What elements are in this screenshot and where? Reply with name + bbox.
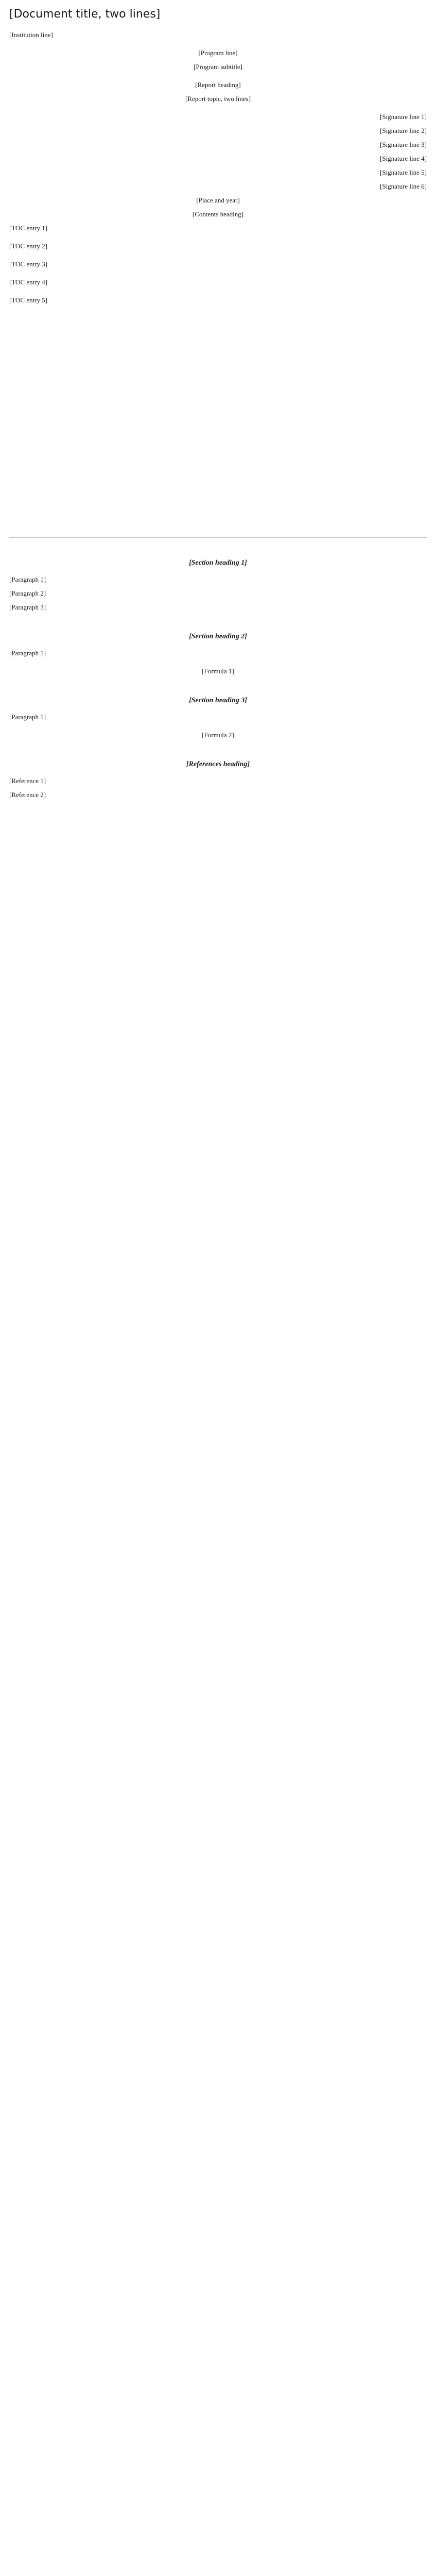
signature-line: [Signature line 2] (380, 127, 427, 134)
body-paragraph: [Paragraph 1] (9, 575, 46, 583)
place-year: [Place and year] (196, 196, 240, 204)
program-subtitle: [Program subtitle] (194, 63, 242, 71)
toc-entry[interactable]: [TOC entry 2] (9, 242, 48, 250)
formula: [Formula 2] (202, 731, 234, 739)
report-kind: [Report heading] (195, 81, 241, 89)
toc-entry[interactable]: [TOC entry 5] (9, 296, 48, 304)
institution-line: [Institution line] (9, 31, 53, 39)
body-paragraph: [Paragraph 3] (9, 603, 46, 611)
signature-line: [Signature line 4] (380, 155, 427, 162)
contents-heading: [Contents heading] (192, 210, 244, 218)
signature-line: [Signature line 1] (380, 113, 427, 121)
program-line: [Program line] (198, 49, 238, 57)
table-of-contents (9, 224, 427, 304)
toc-entry[interactable]: [TOC entry 3] (9, 260, 48, 268)
body-paragraph: [Paragraph 2] (9, 589, 46, 597)
formula: [Formula 1] (202, 667, 234, 675)
document-page (0, 0, 436, 825)
report-topic: [Report topic, two lines] (185, 95, 251, 103)
toc-entry[interactable]: [TOC entry 1] (9, 224, 48, 232)
reference-item: [Reference 1] (9, 777, 46, 785)
signature-line: [Signature line 3] (380, 141, 427, 148)
body-paragraph: [Paragraph 1] (9, 713, 46, 721)
toc-entry[interactable]: [TOC entry 4] (9, 278, 48, 286)
section-heading: [Section heading 2] (189, 633, 247, 640)
reference-item: [Reference 2] (9, 791, 46, 799)
signature-line: [Signature line 5] (380, 168, 427, 176)
document-title: [Document title, two lines] (9, 8, 161, 21)
signature-line: [Signature line 6] (380, 182, 427, 190)
section-heading: [Section heading 1] (189, 559, 247, 567)
references-heading: [References heading] (186, 760, 250, 768)
signature-block (9, 112, 427, 191)
section-heading: [Section heading 3] (189, 697, 247, 704)
page-divider (9, 537, 427, 538)
body-paragraph: [Paragraph 1] (9, 649, 46, 657)
